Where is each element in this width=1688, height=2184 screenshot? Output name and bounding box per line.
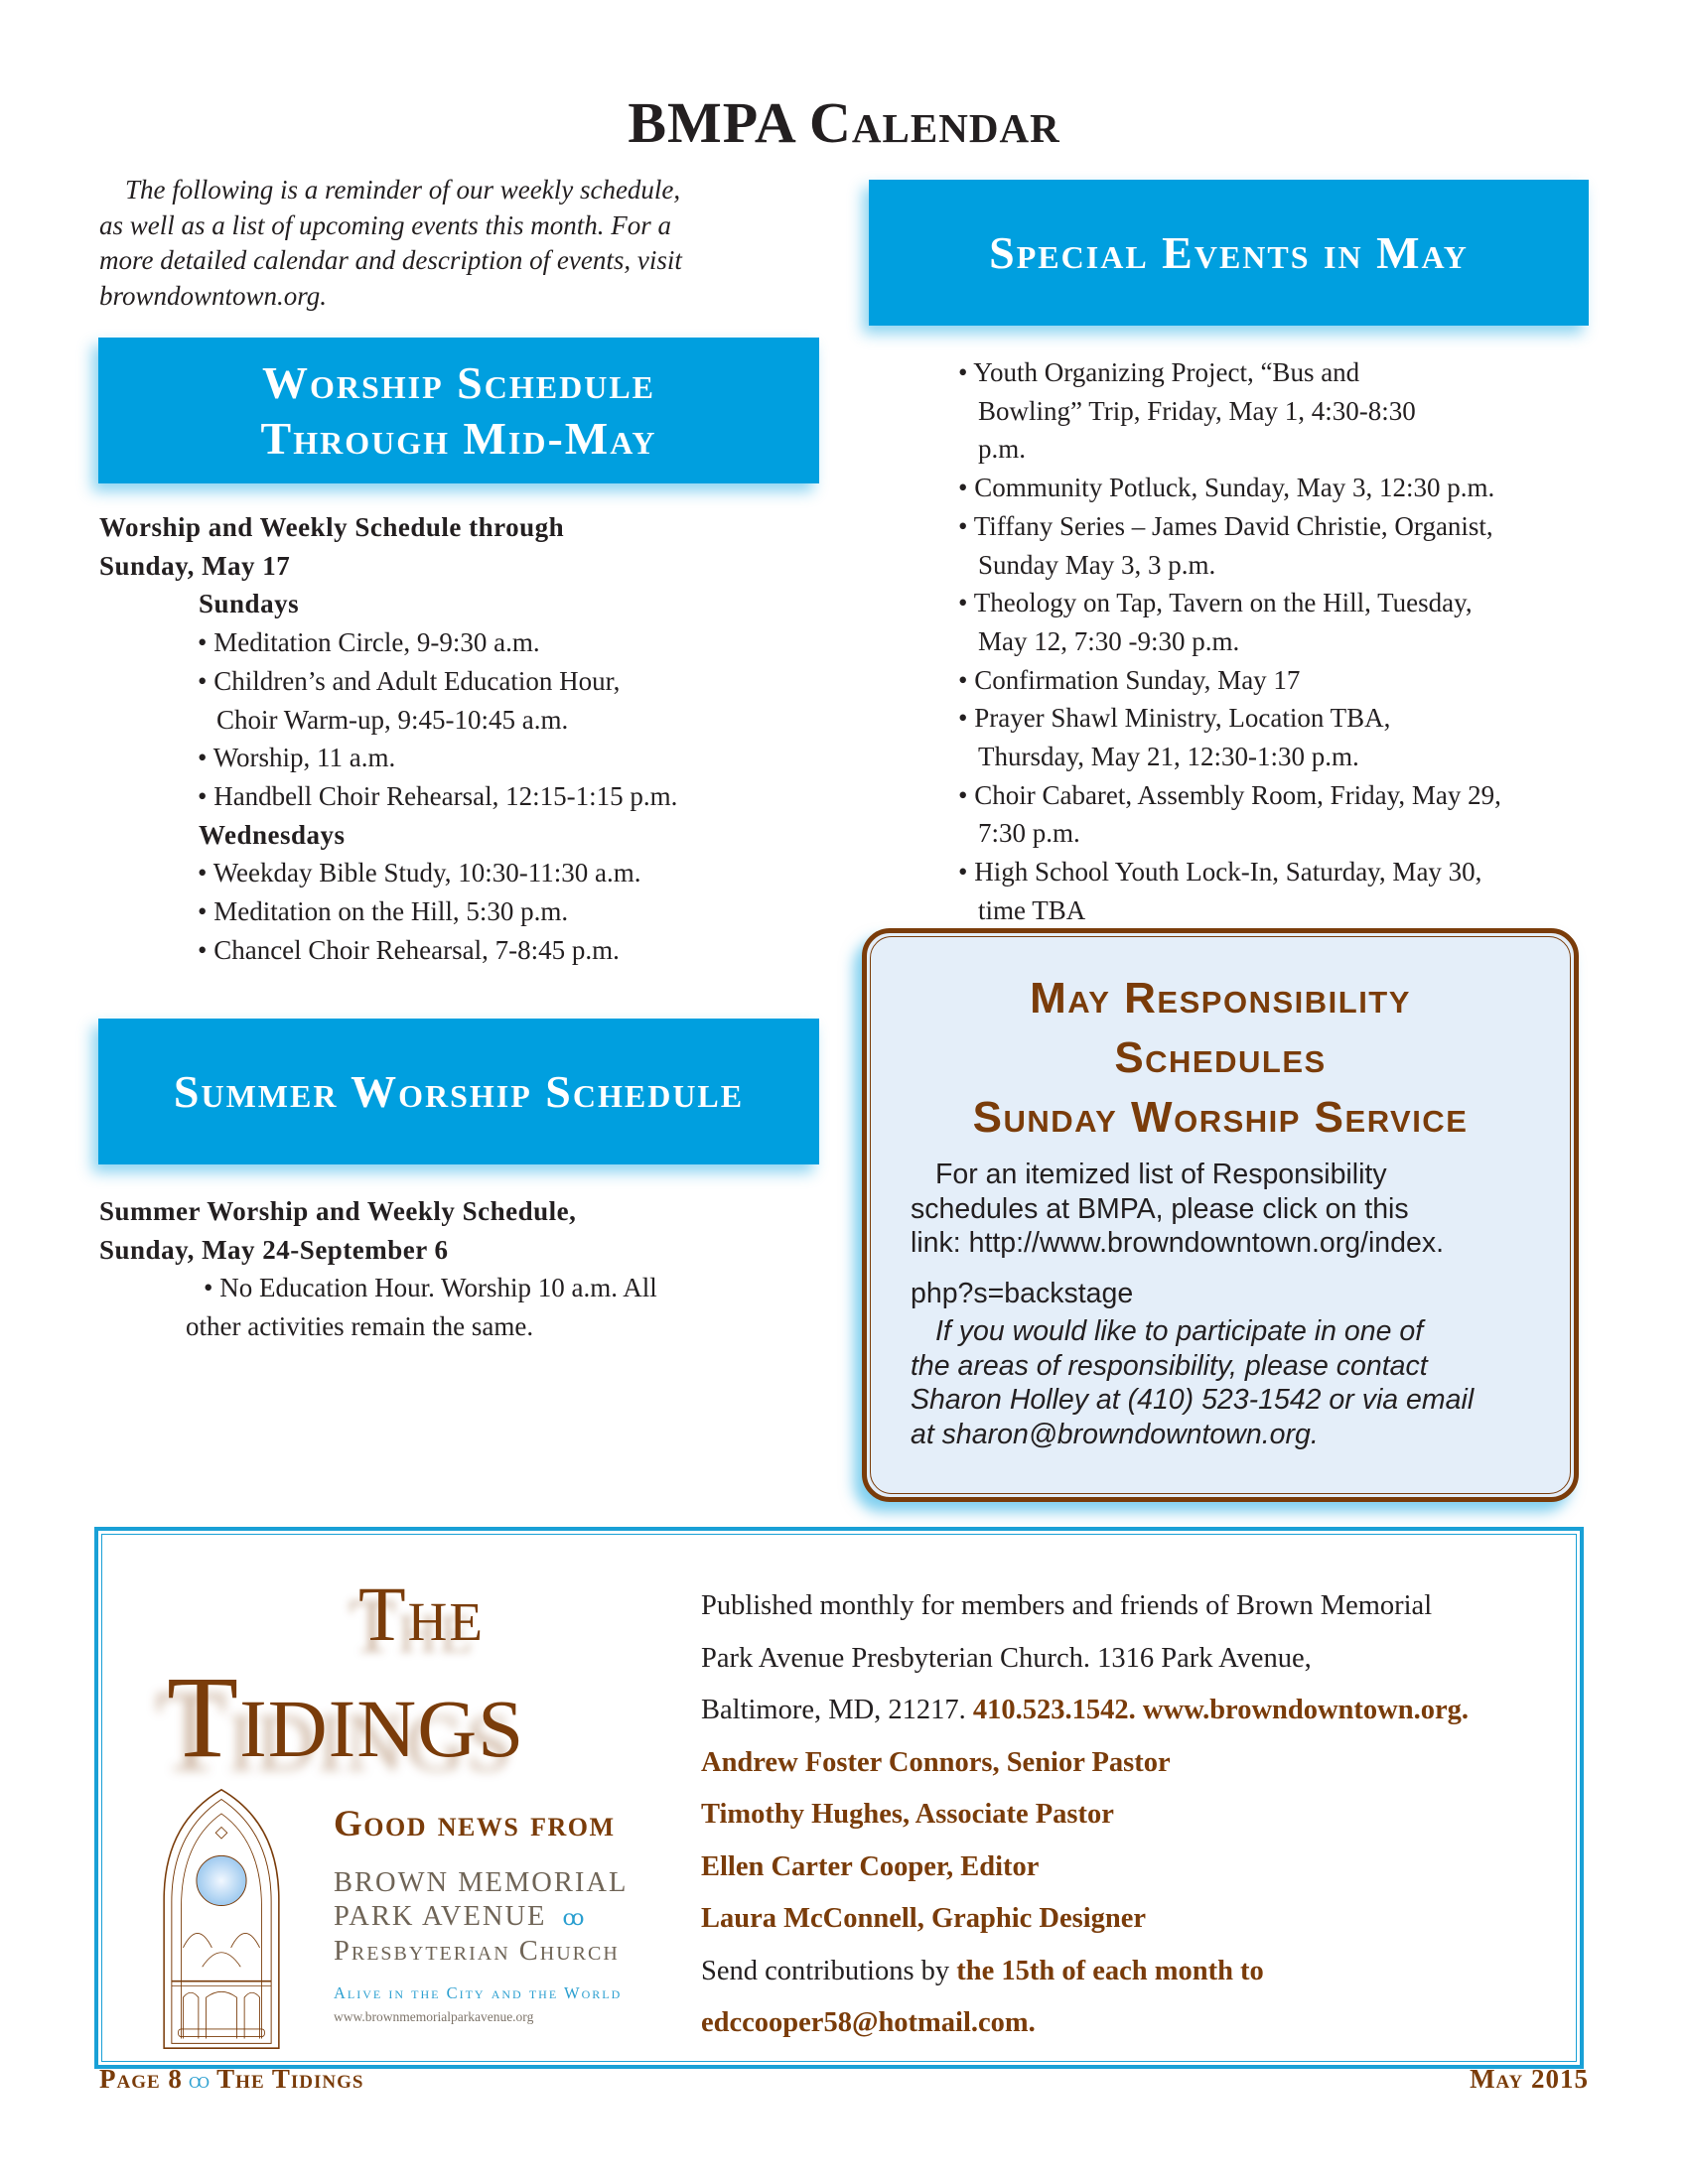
responsibility-title-line: May Responsibility — [1030, 974, 1411, 1023]
staff-line: Laura McConnell, Graphic Designer — [701, 1903, 1147, 1934]
worship-schedule-heading — [98, 338, 819, 483]
resp-line: If you would like to participate in one of — [935, 1315, 1424, 1347]
responsibility-title-line: Sunday Worship Service — [972, 1093, 1469, 1142]
church-window-icon — [152, 1785, 291, 2053]
resp-link[interactable]: link: http://www.browndowntown.org/index. — [911, 1227, 1445, 1259]
publication-name: The Tidings — [216, 2064, 364, 2094]
resp-line: schedules at BMPA, please click on this — [911, 1192, 1409, 1225]
logo-url: www.brownmemorialparkavenue.org — [334, 2009, 534, 2024]
church-name-line: BROWN MEMORIAL — [334, 1867, 629, 1898]
worship-intro: Worship and Weekly Schedule through — [99, 512, 565, 542]
responsibility-title-line: Schedules — [1114, 1033, 1327, 1082]
intro-line: more detailed calendar and description of events, visit — [99, 245, 682, 275]
masthead-box — [94, 1527, 1584, 2069]
staff-line: Ellen Carter Cooper, Editor — [701, 1850, 1040, 1882]
responsibility-text — [911, 1158, 1540, 1451]
logo-good-news: Good news from — [334, 1804, 616, 1844]
page-footer-left — [99, 2063, 363, 2097]
intro-paragraph — [99, 173, 794, 314]
responsibility-title — [871, 969, 1570, 1148]
sundays-label: Sundays — [199, 589, 300, 619]
pub-line: Park Avenue Presbyterian Church. 1316 Park Avenue, — [701, 1642, 1312, 1674]
event-item: • Choir Cabaret, Assembly Room, Friday, May 29, 7:30 p.m. — [958, 779, 1501, 849]
logo-tagline: Alive in the City and the World — [334, 1983, 623, 2002]
publication-info — [701, 1580, 1575, 2050]
intro-line: browndowntown.org. — [99, 280, 328, 311]
schedule-item: • Weekday Bible Study, 10:30-11:30 a.m. — [198, 858, 641, 888]
resp-email[interactable]: at sharon@browndowntown.org. — [911, 1418, 1319, 1450]
church-name-line: PARK AVENUE ꝏ — [334, 1901, 585, 1932]
schedule-item: • Worship, 11 a.m. — [198, 743, 396, 773]
summer-intro: Sunday, May 24-September 6 — [99, 1234, 449, 1265]
pub-line: Baltimore, MD, 21217. 410.523.1542. www.browndowntown.org. — [701, 1695, 1469, 1725]
worship-heading-line: Worship Schedule — [261, 356, 656, 408]
intro-line: The following is a reminder of our weekly schedule, — [125, 175, 681, 205]
logo-church-name — [334, 1866, 628, 1969]
summer-intro: Summer Worship and Weekly Schedule, — [99, 1196, 577, 1226]
responsibility-callout — [862, 928, 1579, 1502]
special-events-heading: Special Events in May — [869, 180, 1589, 326]
resp-link[interactable]: php?s=backstage — [911, 1277, 1134, 1309]
contrib-line: Send contributions by the 15th of each month to — [701, 1955, 1264, 1986]
resp-line: For an itemized list of Responsibility — [935, 1159, 1387, 1190]
summer-item: other activities remain the same. — [186, 1311, 534, 1342]
event-item: • Prayer Shawl Ministry, Location TBA, Thursday, May 21, 12:30-1:30 p.m. — [958, 703, 1391, 772]
ornament-icon: ꝏ — [188, 2068, 211, 2093]
staff-line: Timothy Hughes, Associate Pastor — [701, 1799, 1114, 1830]
schedule-item: • Meditation Circle, 9-9:30 a.m. — [198, 627, 540, 658]
logo-the: The — [358, 1570, 485, 1657]
church-name-line: Presbyterian Church — [334, 1936, 620, 1967]
worship-schedule-body — [99, 508, 834, 969]
resp-line: the areas of responsibility, please contact — [911, 1349, 1428, 1382]
event-item: • Youth Organizing Project, “Bus and Bowling” Trip, Friday, May 1, 4:30-8:30 p.m. — [958, 357, 1416, 465]
summer-schedule-heading: Summer Worship Schedule — [98, 1019, 819, 1164]
contact-links[interactable]: 410.523.1542. www.browndowntown.org. — [972, 1695, 1469, 1725]
intro-line: as well as a list of upcoming events this month. For a — [99, 209, 671, 240]
contrib-email[interactable]: edccooper58@hotmail.com. — [701, 2007, 1036, 2038]
resp-line: Sharon Holley at (410) 523-1542 or via email — [911, 1384, 1475, 1416]
summer-item: • No Education Hour. Worship 10 a.m. All — [204, 1273, 657, 1303]
page-number: Page 8 — [99, 2064, 183, 2094]
event-item: • Tiffany Series – James David Christie, Organist, Sunday May 3, 3 p.m. — [958, 510, 1493, 580]
schedule-item: • Chancel Choir Rehearsal, 7-8:45 p.m. — [198, 934, 620, 965]
wednesdays-label: Wednesdays — [199, 819, 346, 850]
event-item: • Confirmation Sunday, May 17 — [958, 664, 1301, 695]
schedule-item: • Handbell Choir Rehearsal, 12:15-1:15 p.m. — [198, 780, 678, 811]
worship-intro: Sunday, May 17 — [99, 550, 291, 581]
worship-heading-line: Through Mid-May — [260, 412, 657, 464]
schedule-item: • Meditation on the Hill, 5:30 p.m. — [198, 896, 569, 927]
summer-schedule-body — [99, 1192, 794, 1346]
page-title: BMPA Calendar — [628, 90, 1060, 155]
special-events-list — [958, 353, 1594, 930]
logo-tidings: Tidings — [167, 1652, 525, 1782]
issue-date: May 2015 — [1470, 2064, 1589, 2094]
pub-line: Published monthly for members and friends of Brown Memorial — [701, 1590, 1433, 1621]
staff-line: Andrew Foster Connors, Senior Pastor — [701, 1746, 1171, 1778]
schedule-item: • Children’s and Adult Education Hour, Choir Warm-up, 9:45-10:45 a.m. — [198, 665, 621, 735]
event-item: • Theology on Tap, Tavern on the Hill, Tuesday, May 12, 7:30 -9:30 p.m. — [958, 588, 1473, 656]
event-item: • High School Youth Lock-In, Saturday, May 30, time TBA — [958, 857, 1482, 925]
event-item: • Community Potluck, Sunday, May 3, 12:30 p.m. — [958, 473, 1495, 503]
ornament-icon: ꝏ — [562, 1905, 585, 1930]
